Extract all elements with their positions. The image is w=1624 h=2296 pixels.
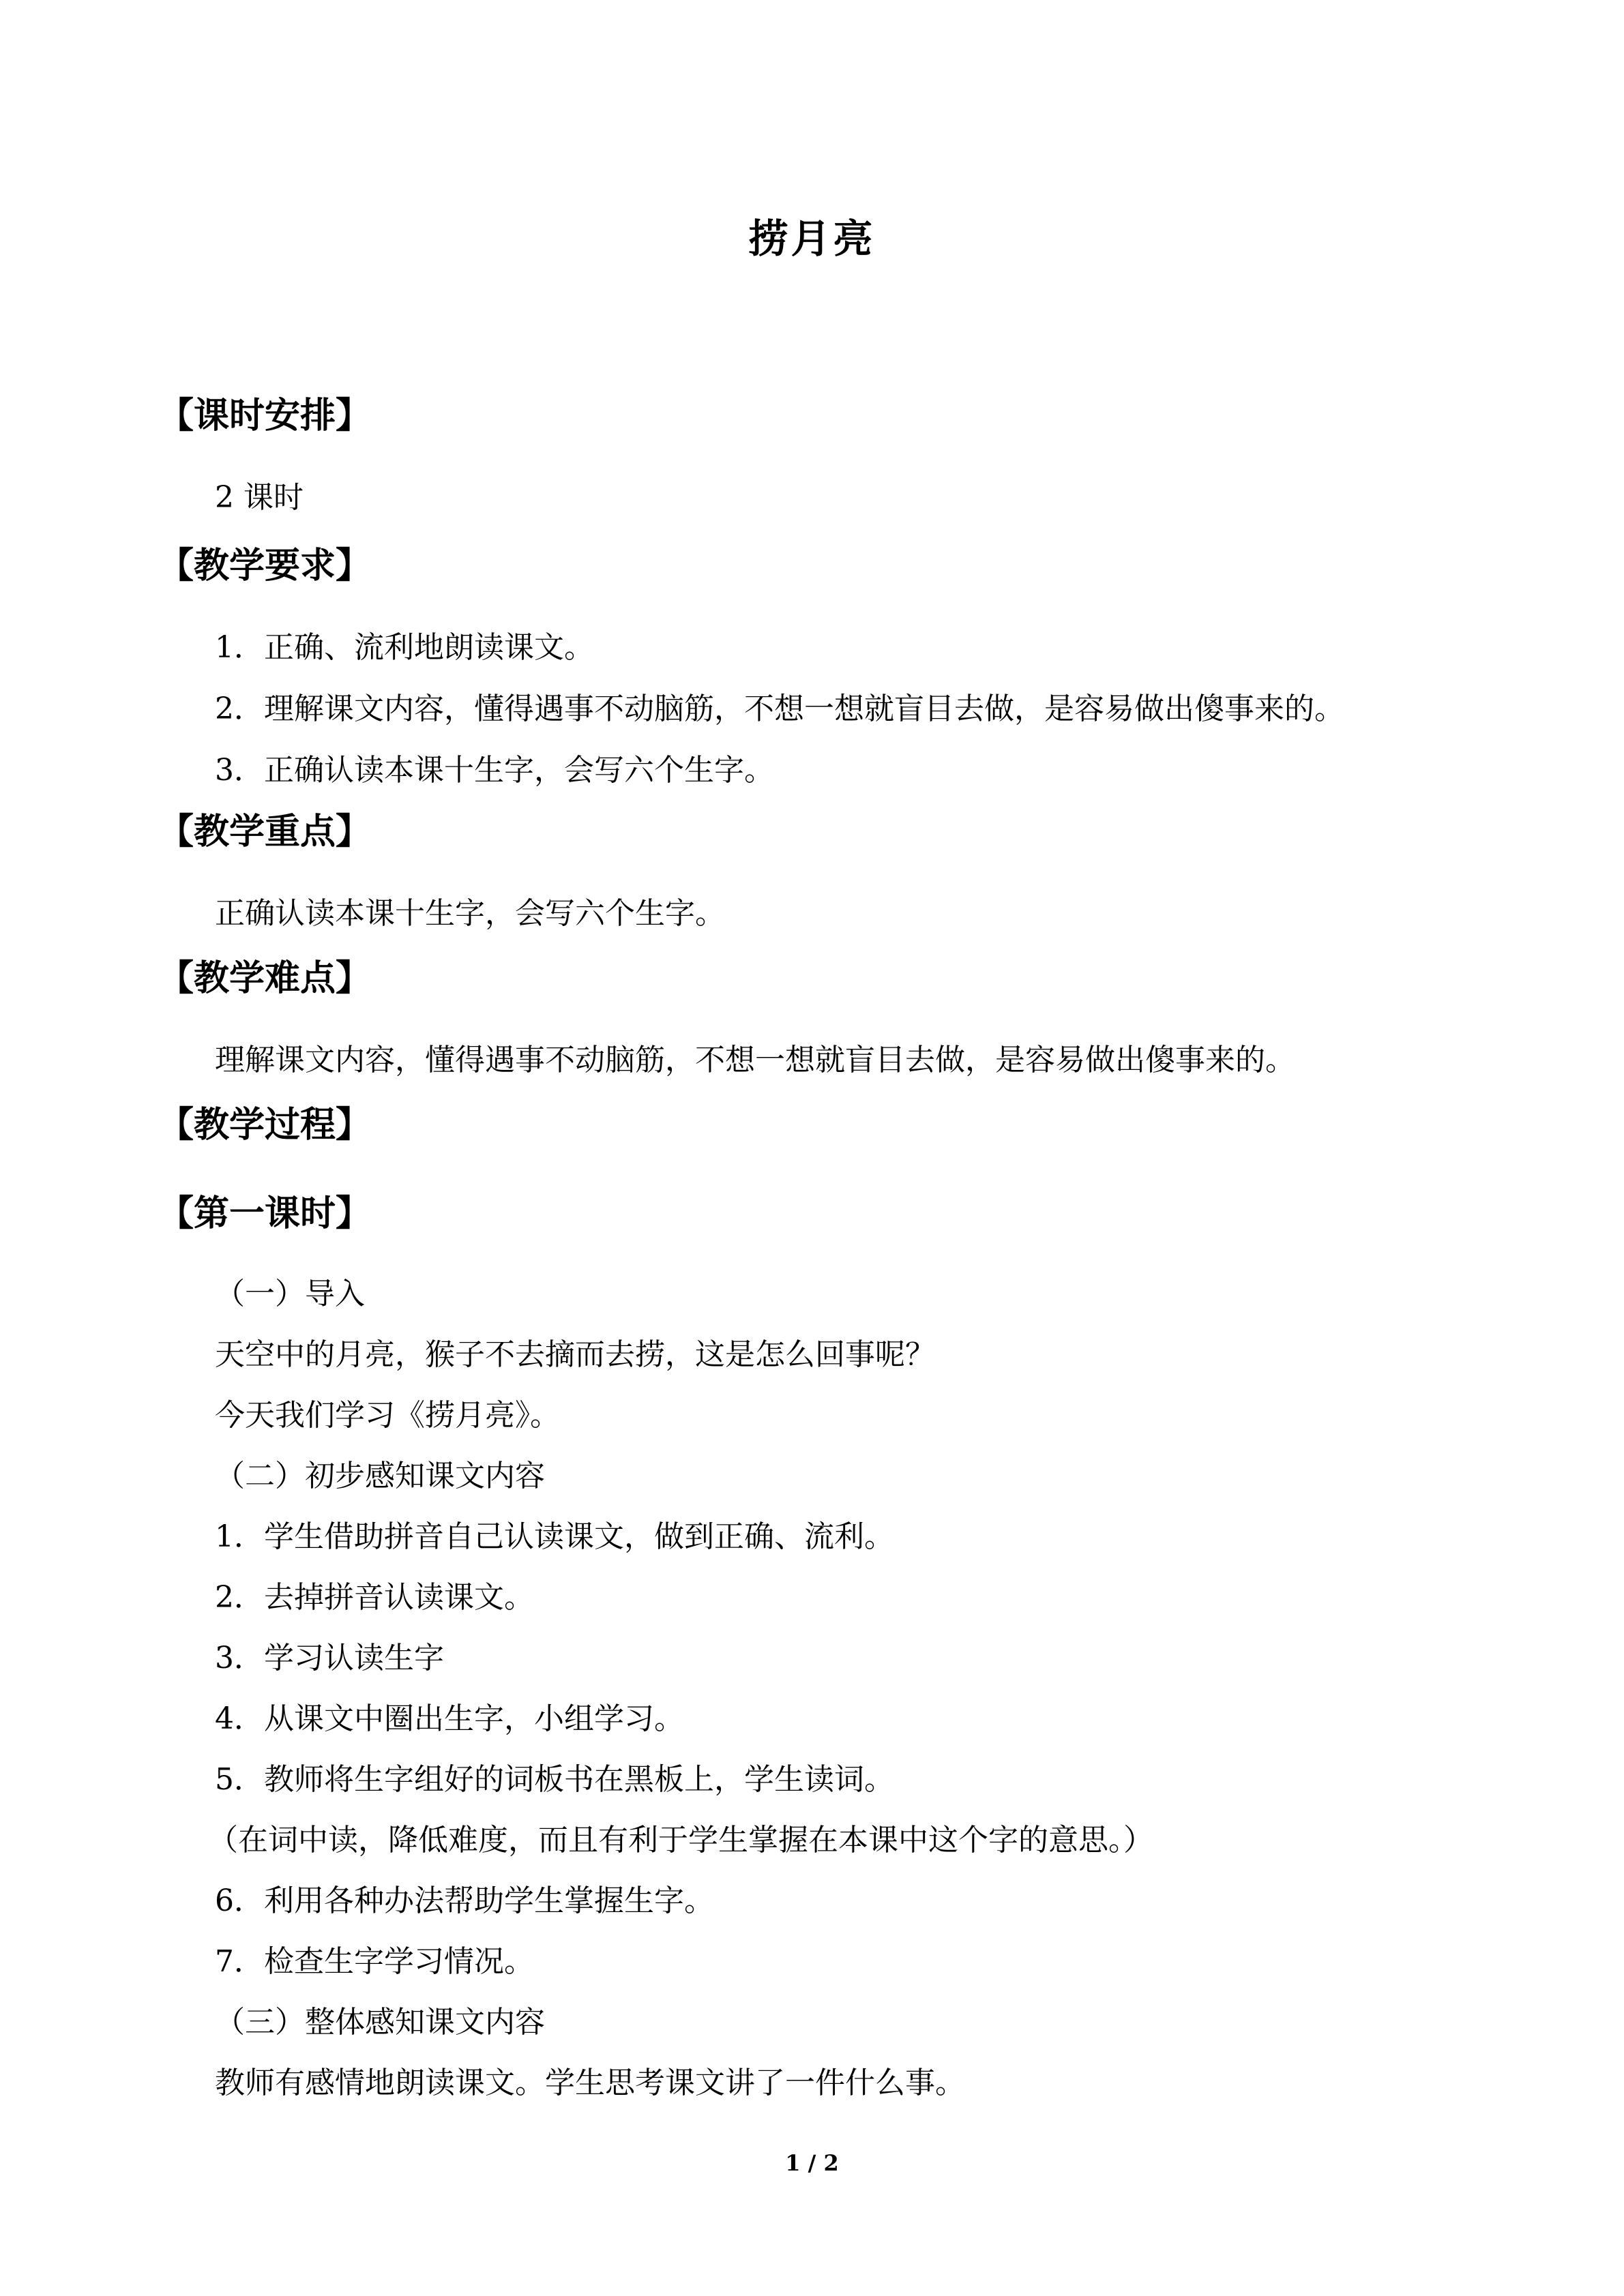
heading-key-points: 【教学重点】 bbox=[158, 811, 372, 852]
requirement-item-2: 2．理解课文内容，懂得遇事不动脑筋，不想一想就盲目去做，是容易做出傻事来的。 bbox=[215, 691, 1344, 726]
requirement-item-3: 3．正确认读本课十生字，会写六个生字。 bbox=[215, 753, 774, 788]
lesson-line: （二）初步感知课文内容 bbox=[215, 1459, 545, 1493]
heading-difficulties: 【教学难点】 bbox=[158, 957, 372, 999]
heading-requirements: 【教学要求】 bbox=[158, 545, 372, 586]
schedule-line: 2 课时 bbox=[215, 480, 304, 515]
heading-first-lesson: 【第一课时】 bbox=[158, 1193, 372, 1234]
lesson-line: 教师有感情地朗读课文。学生思考课文讲了一件什么事。 bbox=[215, 2066, 965, 2100]
heading-process: 【教学过程】 bbox=[158, 1104, 372, 1146]
requirement-item-1: 1．正确、流利地朗读课文。 bbox=[215, 630, 594, 665]
lesson-line: （三）整体感知课文内容 bbox=[215, 2005, 545, 2040]
lesson-line: 今天我们学习《捞月亮》。 bbox=[215, 1398, 560, 1433]
lesson-line: 5．教师将生字组好的词板书在黑板上，学生读词。 bbox=[215, 1762, 894, 1797]
key-points-line: 正确认读本课十生字，会写六个生字。 bbox=[215, 896, 725, 931]
lesson-line: 1．学生借助拼音自己认读课文，做到正确、流利。 bbox=[215, 1519, 894, 1554]
lesson-line: （在词中读，降低难度，而且有利于学生掌握在本课中这个字的意思。） bbox=[208, 1823, 1153, 1858]
difficulties-line: 理解课文内容，懂得遇事不动脑筋，不想一想就盲目去做，是容易做出傻事来的。 bbox=[215, 1043, 1295, 1077]
heading-schedule: 【课时安排】 bbox=[158, 395, 372, 436]
lesson-line: 6．利用各种办法帮助学生掌握生字。 bbox=[215, 1883, 714, 1918]
lesson-line: 3．学习认读生字 bbox=[215, 1641, 444, 1675]
lesson-line: （一）导入 bbox=[215, 1277, 365, 1311]
lesson-line: 7．检查生字学习情况。 bbox=[215, 1944, 534, 1979]
page-number: 1 / 2 bbox=[785, 2150, 839, 2176]
lesson-line: 2．去掉拼音认读课文。 bbox=[215, 1580, 534, 1615]
document-title: 捞月亮 bbox=[748, 215, 876, 262]
lesson-line: 天空中的月亮，猴子不去摘而去捞，这是怎么回事呢？ bbox=[215, 1337, 935, 1372]
lesson-line: 4．从课文中圈出生字，小组学习。 bbox=[215, 1701, 684, 1736]
